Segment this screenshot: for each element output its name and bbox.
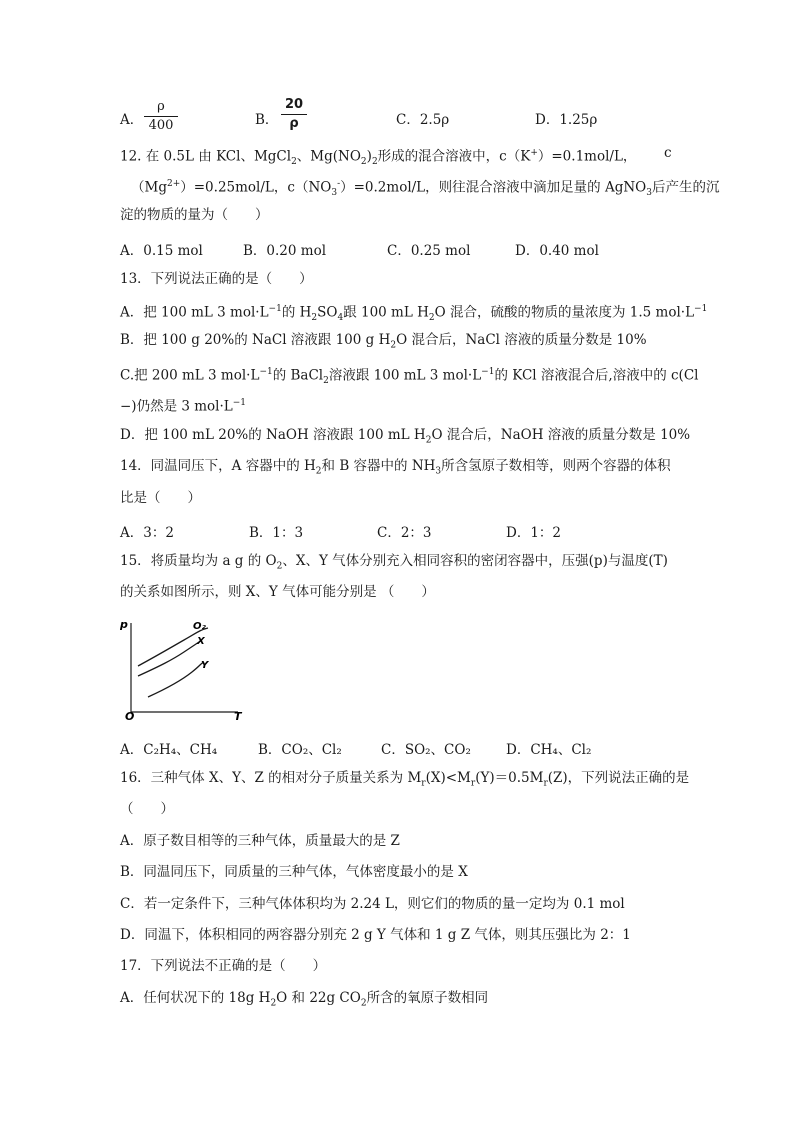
q17-text: O 和 22g CO [276, 990, 361, 1006]
q16-stem [120, 769, 689, 793]
q13-text: 的 BaCl [272, 367, 324, 384]
curve-x-label: X [197, 636, 205, 647]
q12-option-b: B．0.20 mol [243, 243, 327, 259]
superscript: 2+ [166, 179, 181, 189]
q12-text: 形成的混合溶液中，c（K [377, 148, 531, 165]
q12-line-2 [131, 175, 719, 202]
subscript: 2 [390, 340, 397, 351]
y-axis-label: p [120, 618, 128, 631]
q16-option-d: D．同温下，体积相同的两容器分别充 2 g Y 气体和 1 g Z 气体，则其压强比为 2：1 [120, 927, 631, 943]
q13-text: 跟 100 mL H [343, 304, 429, 321]
subscript: 2 [428, 313, 435, 324]
q12-text: ) [366, 148, 372, 165]
q13-option-d [120, 426, 690, 450]
q17-text: A．任何状况下的 18g H [120, 990, 271, 1006]
subscript: 2 [276, 561, 283, 572]
subscript: 4 [337, 313, 344, 324]
superscript: −1 [268, 304, 282, 314]
x-axis-label: T [234, 710, 242, 722]
q13-option-c-line-1 [120, 363, 698, 390]
q15-option-c: C．SO₂、CO₂ [381, 742, 471, 758]
q13-option-b [120, 331, 647, 355]
q14-line-1 [120, 457, 671, 481]
q16-option-b: B．同温同压下，同质量的三种气体，气体密度最小的是 X [120, 864, 468, 880]
q12-text: 、Mg(NO [296, 148, 361, 165]
curve-y-label: Y [201, 660, 209, 671]
origin-label: O [125, 710, 135, 722]
q11-option-d: D．1.25ρ [535, 112, 598, 128]
q16-option-c: C．若一定条件下，三种气体体积均为 2.24 L，则它们的物质的量一定均为 0.1 mol [120, 896, 625, 912]
q13-text: C.把 200 mL 3 mol·L [120, 367, 260, 384]
subscript: 2 [425, 435, 432, 446]
q16-option-a: A．原子数目相等的三种气体，质量最大的是 Z [120, 833, 400, 849]
q11-a-numerator: ρ [157, 99, 165, 114]
q15-option-a: A．C₂H₄、CH₄ [120, 742, 218, 758]
subscript: 2 [371, 157, 378, 168]
q11-option-a-fraction [144, 99, 178, 134]
subscript: 3 [331, 188, 338, 199]
q13-text: O 混合后，NaCl 溶液的质量分数是 10% [396, 332, 647, 348]
q16-text: (X)<M [425, 770, 471, 786]
subscript: 2 [270, 998, 277, 1009]
q16-text: (Z)，下列说法正确的是 [547, 770, 690, 786]
pressure-temperature-graph [120, 616, 250, 722]
curve-o2 [138, 628, 208, 666]
subscript: 2 [315, 466, 322, 477]
q15-line-2: 的关系如图所示，则 X、Y 气体可能分别是 （ ） [120, 584, 435, 600]
q14-option-a: A．3：2 [120, 525, 174, 541]
q16-text: (Y)＝0.5M [475, 770, 544, 786]
subscript: 2 [360, 157, 367, 168]
q13-text: B．把 100 g 20%的 NaCl 溶液跟 100 g H [120, 332, 391, 348]
subscript: r [543, 778, 548, 789]
q17-stem: 17．下列说法不正确的是（ ） [120, 958, 327, 974]
q15-text: 、X、Y 气体分别充入相同容积的密闭容器中，压强(p)与温度(T) [282, 553, 668, 569]
q14-option-c: C．2：3 [377, 525, 432, 541]
q17-option-a [120, 989, 488, 1013]
q13-text: 的 KCl 溶液混合后,溶液中的 c(Cl [494, 367, 699, 384]
superscript: −1 [232, 398, 247, 408]
superscript: + [530, 148, 538, 158]
q13-text: A．把 100 mL 3 mol·L [120, 304, 269, 321]
q15-option-b: B．CO₂、Cl₂ [258, 742, 342, 758]
q13-text: 的 H [281, 304, 312, 321]
subscript: r [421, 778, 426, 789]
q11-option-b-label: B． [255, 112, 279, 128]
q16-text: 16．三种气体 X、Y、Z 的相对分子质量关系为 M [120, 770, 422, 786]
q11-a-denominator: 400 [148, 118, 174, 133]
q13-option-c-line-2 [120, 394, 246, 416]
q12-text: ）=0.25mol/L，c（NO [180, 179, 332, 196]
q12-option-d: D．0.40 mol [515, 243, 599, 259]
q13-text: 溶液跟 100 mL 3 mol·L [328, 367, 482, 384]
q11-option-c: C．2.5ρ [396, 112, 450, 128]
curve-x [138, 640, 202, 676]
q14-text: 所含氢原子数相等，则两个容器的体积 [441, 458, 671, 474]
q17-text: 所含的氧原子数相同 [366, 990, 489, 1006]
q12-option-c: C．0.25 mol [387, 243, 471, 259]
q12-text: c [664, 145, 672, 161]
fraction-bar [281, 114, 307, 115]
superscript: - [337, 179, 341, 189]
q12-text: 12. 在 0.5L 由 KCl、MgCl [120, 148, 292, 165]
q12-option-a: A．0.15 mol [120, 243, 203, 259]
subscript: 2 [291, 157, 297, 168]
q14-text: 和 B 容器中的 NH [321, 458, 436, 474]
q15-line-1 [120, 552, 668, 576]
q14-option-b: B．1：3 [249, 525, 304, 541]
q12-text: ）=0.1mol/L， [537, 148, 637, 165]
q15-option-d: D．CH₄、Cl₂ [506, 742, 592, 758]
q14-option-d: D．1：2 [506, 525, 562, 541]
q13-text: O 混合，硫酸的物质的量浓度为 1.5 mol·L [434, 304, 695, 321]
subscript: 3 [646, 188, 652, 199]
q13-text: O 混合后，NaOH 溶液的质量分数是 10% [431, 427, 691, 443]
subscript: 2 [311, 313, 318, 324]
q13-option-a [120, 300, 707, 327]
superscript: −1 [694, 304, 708, 314]
superscript: −1 [259, 367, 273, 377]
subscript: r [470, 778, 476, 789]
fraction-bar [144, 116, 178, 117]
q16-answer-paren: （ ） [120, 801, 174, 817]
q12-text: （Mg [131, 179, 167, 196]
curve-o2-label: O₂ [193, 621, 206, 632]
q14-line-2: 比是（ ） [120, 490, 201, 506]
q13-text: D．把 100 mL 20%的 NaOH 溶液跟 100 mL H [120, 427, 426, 443]
q13-stem: 13．下列说法正确的是（ ） [120, 271, 313, 287]
subscript: 2 [323, 376, 329, 387]
q11-b-denominator: ρ [289, 116, 299, 131]
q12-text: ）=0.2mol/L，则往混合溶液中滴加足量的 AgNO [340, 179, 647, 196]
q11-option-b-fraction [281, 97, 307, 132]
q12-text: 后产生的沉 [651, 179, 720, 196]
q14-text: 14．同温同压下，A 容器中的 H [120, 458, 316, 474]
subscript: 2 [360, 998, 367, 1009]
superscript: −1 [481, 367, 495, 377]
q15-text: 15．将质量均为 a g 的 O [120, 553, 277, 569]
q12-line-3: 淀的物质的量为（ ） [120, 207, 269, 223]
q13-text: −)仍然是 3 mol·L [120, 398, 233, 415]
q12-line-1 [120, 144, 680, 171]
subscript: 3 [435, 466, 442, 477]
q11-option-a-label: A． [120, 112, 144, 128]
q11-b-numerator: 20 [284, 97, 304, 112]
q13-text: SO [317, 304, 338, 321]
